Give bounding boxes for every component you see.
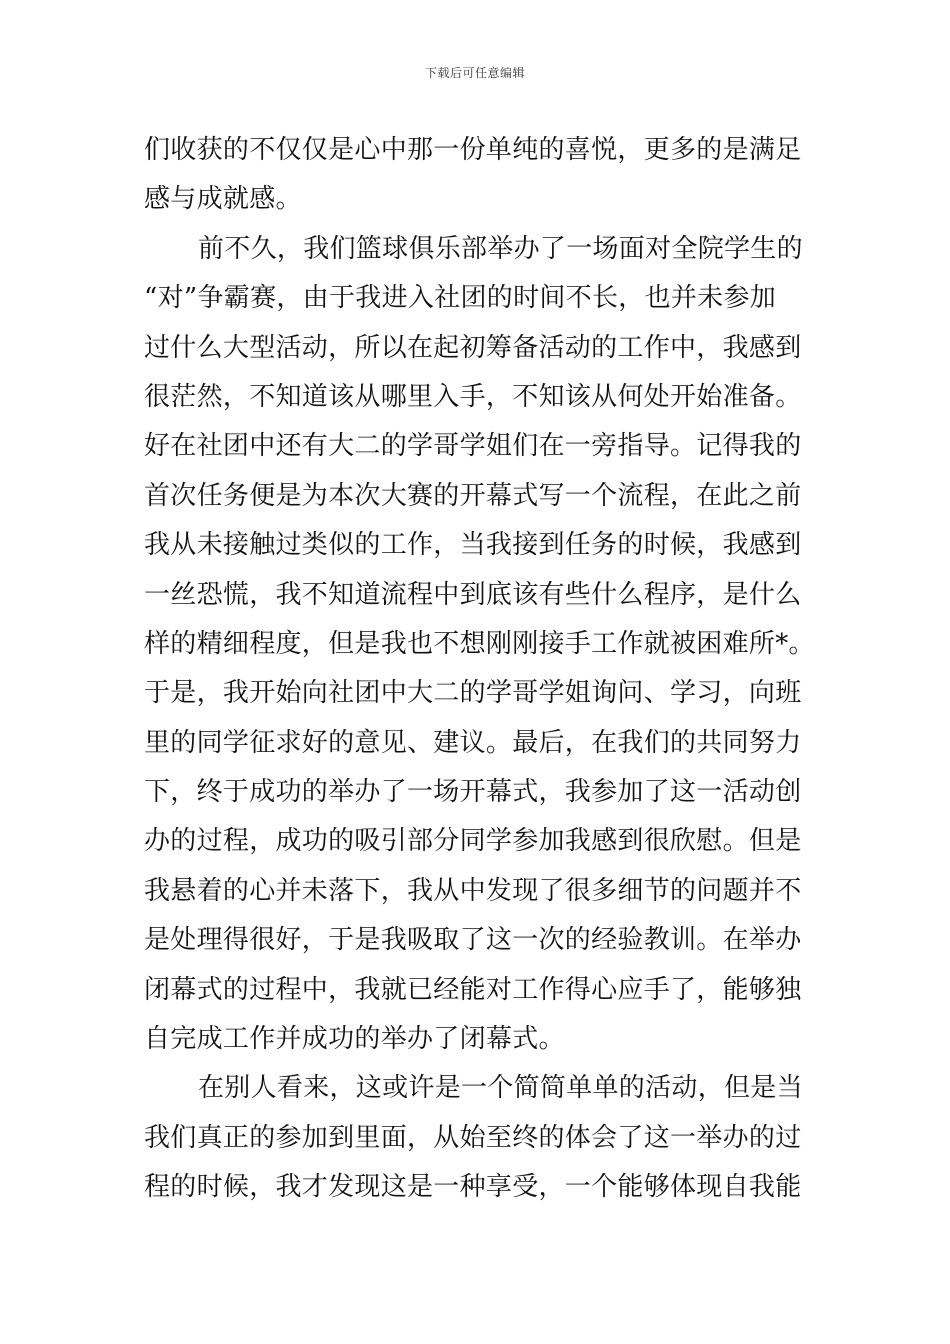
text-line: 于是，我开始向社团中大二的学哥学姐询问、学习，向班 — [144, 678, 802, 709]
text-line: 一丝恐慌，我不知道流程中到底该有些什么程序，是什么 — [144, 579, 802, 610]
text-line: 前不久，我们篮球俱乐部举办了一场面对全院学生的 — [198, 233, 803, 264]
text-line: 首次任务便是为本次大赛的开幕式写一个流程，在此之前 — [144, 480, 802, 511]
text-line: 里的同学征求好的意见、建议。最后，在我们的共同努力 — [144, 727, 802, 758]
text-line: 下，终于成功的举办了一场开幕式，我参加了这一活动创 — [144, 777, 802, 808]
text-line: 我从未接触过类似的工作，当我接到任务的时候，我感到 — [144, 530, 802, 561]
text-line: 办的过程，成功的吸引部分同学参加我感到很欣慰。但是 — [144, 826, 802, 857]
text-line: “对”争霸赛，由于我进入社团的时间不长，也并未参加 — [144, 283, 777, 314]
text-line: 好在社团中还有大二的学哥学姐们在一旁指导。记得我的 — [144, 431, 802, 462]
text-line: 我悬着的心并未落下，我从中发现了很多细节的问题并不 — [144, 875, 802, 906]
text-line: 们收获的不仅仅是心中那一份单纯的喜悦，更多的是满足 — [144, 135, 802, 165]
page-header: 下载后可任意编辑 — [424, 66, 525, 80]
text-line: 感与成就感。 — [144, 184, 302, 215]
text-line: 程的时候，我才发现这是一种享受，一个能够体现自我能 — [144, 1172, 802, 1203]
text-line: 自完成工作并成功的举办了闭幕式。 — [144, 1024, 565, 1055]
text-line: 闭幕式的过程中，我就已经能对工作得心应手了，能够独 — [144, 974, 802, 1005]
document-body — [144, 126, 815, 1213]
text-line: 我们真正的参加到里面，从始至终的体会了这一举办的过 — [144, 1122, 802, 1153]
text-line: 很茫然，不知道该从哪里入手，不知该从何处开始准备。 — [144, 381, 802, 412]
text-line: 样的精细程度，但是我也不想刚刚接手工作就被困难所*。 — [144, 628, 815, 659]
text-line: 过什么大型活动，所以在起初筹备活动的工作中，我感到 — [144, 332, 802, 363]
text-line: 是处理得很好，于是我吸取了这一次的经验教训。在举办 — [144, 925, 802, 956]
text-line: 在别人看来，这或许是一个简简单单的活动，但是当 — [198, 1073, 803, 1104]
